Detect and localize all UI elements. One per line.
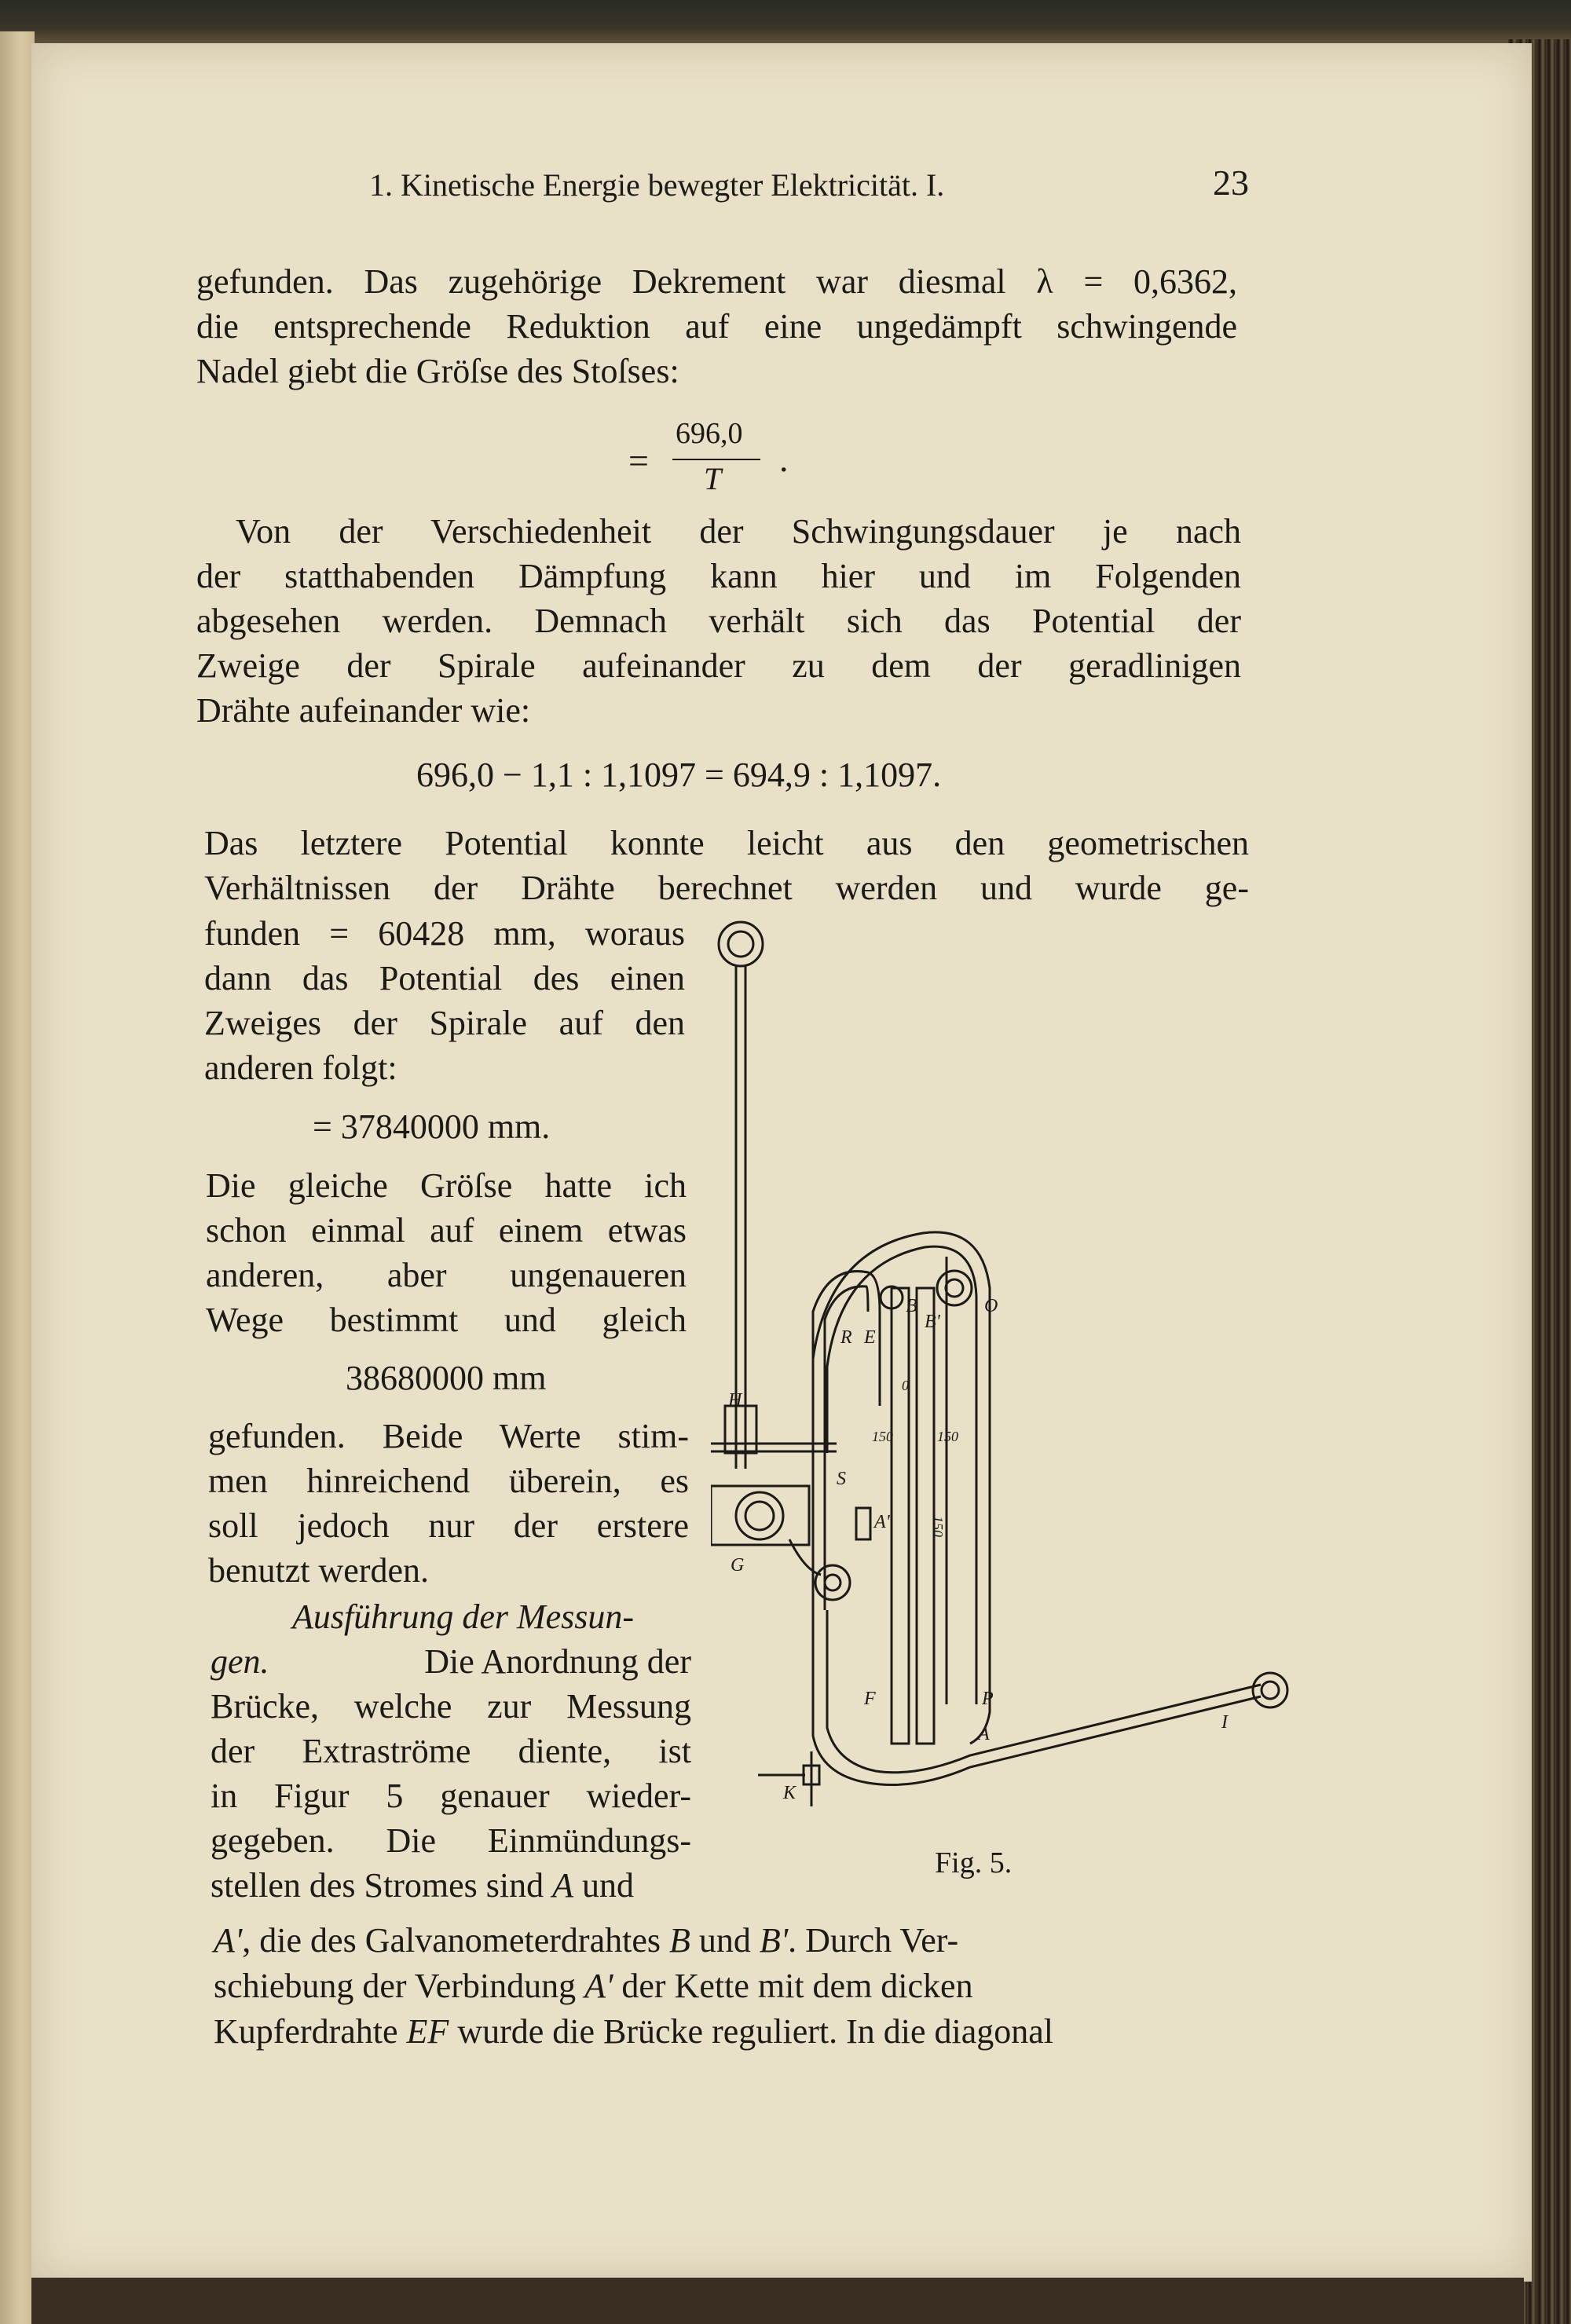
label-S: S — [837, 1469, 846, 1489]
sliding-contact-H — [725, 1406, 756, 1453]
terminal-O-center — [946, 1279, 963, 1297]
text-span: Kupferdrahte — [214, 2012, 407, 2051]
text-span: wurde die Brücke reguliert. In die diagonal — [449, 2012, 1054, 2051]
formula-potential: = 37840000 mm. — [313, 1107, 551, 1146]
text-span: und — [690, 1921, 760, 1960]
symbol-A-prime: A' — [214, 1921, 243, 1960]
label-P: P — [982, 1689, 994, 1709]
text-line: benutzt werden. — [208, 1551, 429, 1590]
formula-ratio: 696,0 − 1,1 : 1,1097 = 694,9 : 1,1097. — [416, 756, 942, 794]
label-A-prime: A' — [874, 1512, 890, 1532]
text-span: stellen des Stromes sind — [211, 1866, 553, 1905]
fraction-denominator: T — [704, 461, 722, 496]
label-E: E — [864, 1327, 876, 1348]
scale-mark-0: 0 — [902, 1378, 909, 1393]
small-coil-center — [825, 1575, 840, 1590]
label-H: H — [728, 1390, 742, 1411]
text-line: der Extraströme diente, ist — [211, 1732, 691, 1770]
formula-period: . — [779, 439, 789, 479]
text-line: gefunden. Beide Werte stim- — [208, 1417, 689, 1455]
label-O: O — [984, 1296, 998, 1316]
label-F: F — [864, 1689, 876, 1709]
text-span: . Durch Ver- — [788, 1921, 959, 1960]
text-span: und — [573, 1866, 634, 1905]
galvanometer-coil — [736, 1492, 783, 1539]
running-title: 1. Kinetische Energie bewegter Elektricität. I. — [369, 167, 945, 203]
text-span: Die Anordnung der — [424, 1642, 691, 1681]
text-line — [211, 1639, 691, 1684]
text-line: Von der Verschiedenheit der Schwingungsdauer je nach — [236, 512, 1241, 551]
text-line: Nadel giebt die Gröſse des Stoſses: — [196, 352, 679, 390]
text-line: gefunden. Das zugehörige Dekrement war diesmal λ = 0,6362, — [196, 262, 1237, 301]
inner-loop — [813, 1272, 880, 1610]
label-K: K — [783, 1783, 796, 1803]
scale-mark-150-left: 150 — [872, 1429, 893, 1444]
formula-fraction — [628, 416, 789, 503]
text-line — [214, 1918, 958, 1963]
text-line: Brücke, welche zur Messung — [211, 1687, 691, 1726]
text-line: Verhältnissen der Drähte berechnet werden und wurde ge- — [204, 869, 1249, 907]
label-B: B — [906, 1296, 917, 1316]
figure-5-bridge-diagram — [711, 919, 1300, 1861]
text-line: men hinreichend überein, es — [208, 1462, 689, 1500]
symbol-B-prime: B' — [759, 1921, 789, 1960]
label-A: A — [978, 1724, 990, 1744]
formula-value: 38680000 mm — [346, 1359, 547, 1397]
text-line: soll jedoch nur der erstere — [208, 1506, 689, 1545]
text-line: Das letztere Potential konnte leicht aus den geometrischen — [204, 824, 1249, 862]
top-knob-outer — [719, 922, 763, 966]
text-line: abgesehen werden. Demnach verhält sich das Potential der — [196, 602, 1241, 640]
scale-mark-150-right: 150 — [937, 1429, 958, 1444]
section-heading-cont: gen. — [211, 1642, 269, 1681]
top-knob-inner — [728, 931, 753, 957]
running-header — [369, 163, 1249, 214]
galvanometer-box — [711, 1486, 809, 1545]
text-span: schiebung der Verbindung — [214, 1967, 585, 2005]
facing-page-edge — [0, 31, 35, 2324]
text-span: , die des Galvanometerdrahtes — [242, 1921, 669, 1960]
label-I: I — [1221, 1712, 1228, 1733]
text-line: Wege bestimmt und gleich — [206, 1301, 687, 1339]
symbol-A-prime: A' — [584, 1967, 613, 2005]
contact-A-prime — [856, 1508, 870, 1539]
terminal-I-center — [1262, 1682, 1279, 1699]
text-line: in Figur 5 genauer wieder- — [211, 1777, 691, 1815]
text-line: schon einmal auf einem etwas — [206, 1211, 687, 1250]
symbol-A: A — [552, 1866, 573, 1905]
small-coil — [815, 1565, 850, 1600]
bottom-lead — [813, 1610, 1261, 1785]
text-line: Zweiges der Spirale auf den — [204, 1004, 685, 1042]
text-line: die entsprechende Reduktion auf eine ungedämpft schwingende — [196, 307, 1237, 346]
text-line — [211, 1863, 634, 1908]
symbol-EF: EF — [406, 2012, 449, 2051]
figure-caption: Fig. 5. — [935, 1846, 1013, 1879]
outer-loop-inner — [827, 1246, 976, 1704]
label-G: G — [731, 1555, 745, 1576]
text-line: gegeben. Die Einmündungs- — [211, 1821, 691, 1860]
label-R: R — [840, 1327, 852, 1348]
scale-mark-150-vertical: 150 — [930, 1516, 946, 1537]
symbol-B: B — [668, 1921, 690, 1960]
terminal-O-ring — [937, 1271, 972, 1305]
book-bottom-edge — [31, 2278, 1524, 2324]
label-B-prime: B' — [925, 1312, 940, 1332]
branch-wire-left — [892, 1288, 909, 1744]
text-line: funden = 60428 mm, woraus — [204, 914, 685, 953]
text-line: der statthabenden Dämpfung kann hier und im Folgenden — [196, 557, 1241, 595]
text-line: Die gleiche Gröſse hatte ich — [206, 1166, 687, 1205]
text-line: dann das Potential des einen — [204, 959, 685, 997]
text-line: Drähte aufeinander wie: — [196, 691, 531, 730]
galvanometer-core — [745, 1502, 774, 1530]
text-span: der Kette mit dem dicken — [613, 1967, 973, 2005]
text-line — [214, 1964, 973, 2008]
text-line: anderen, aber ungenaueren — [206, 1256, 687, 1294]
text-line: anderen folgt: — [204, 1049, 397, 1087]
book-binding-top — [0, 0, 1571, 47]
fraction-numerator: 696,0 — [676, 417, 743, 450]
page-number: 23 — [1213, 163, 1249, 203]
terminal-I-ring — [1253, 1673, 1287, 1707]
text-line: Zweige der Spirale aufeinander zu dem der geradlinigen — [196, 646, 1241, 685]
equals-sign: = — [628, 441, 649, 481]
section-heading: Ausführung der Messun- — [292, 1598, 635, 1636]
text-line — [214, 2009, 1053, 2054]
